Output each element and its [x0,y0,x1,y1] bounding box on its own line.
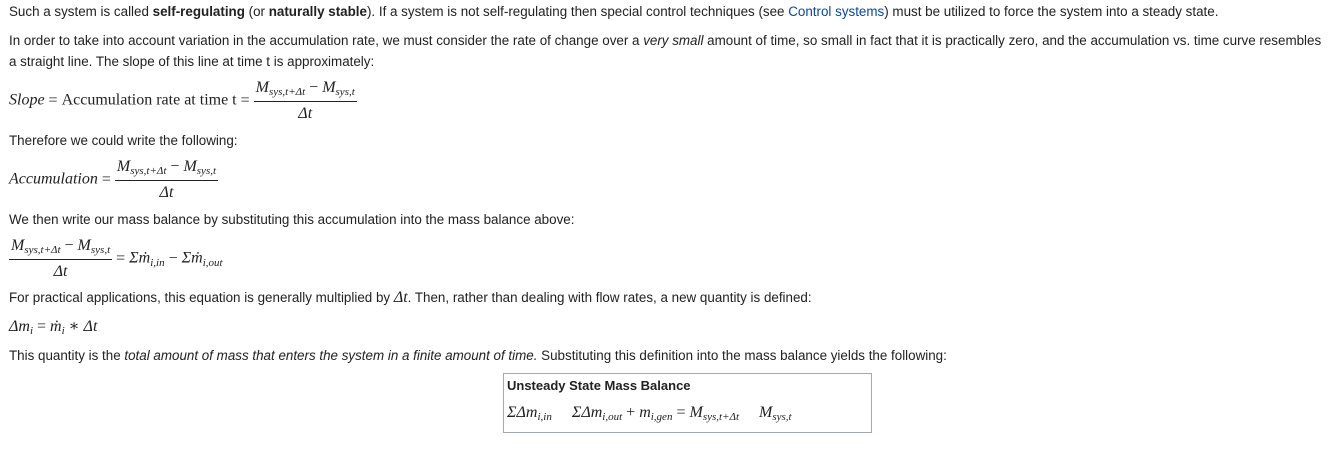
subscript: sys,t [90,244,111,256]
term-naturally-stable: naturally stable [268,4,367,19]
box-title: Unsteady State Mass Balance [507,378,691,393]
text: ). If a system is not self-regulating then special control techniques (see [366,4,789,19]
fraction-numerator [9,236,112,260]
mass-symbol: M [183,158,197,175]
subscript: i,in [537,411,552,423]
delta-t-symbol: Δt [53,263,68,280]
mass-balance-equation [9,236,223,282]
unsteady-state-equation [507,404,792,422]
fraction-denominator [115,181,218,203]
subscript: sys,t [772,411,792,423]
mass-symbol: M [255,79,269,96]
emphasis-very-small: very small [643,33,704,48]
equals-sign: = [37,318,47,335]
delta-t-symbol: Δt [159,184,174,201]
delta-m-equation [9,316,97,336]
subscript: i,gen [650,411,673,423]
accumulation-rate-text: Accumulation rate at time t [61,91,237,109]
sigma-m-dot-out: Σṁ [181,249,203,267]
equals-sign: = [101,170,111,188]
text: amount of time, so small in fact that it is practically zero, and the accumulation vs. time curve resembles a straight line. The slope of this line at time t is approximately: [9,33,1322,69]
paragraph-practical-applications [9,287,1327,308]
minus-sign: − [168,249,178,267]
subscript: sys,t+Δt [24,244,61,256]
text: ) must be utilized to force the system into a steady state. [884,4,1219,19]
text: This quantity is the [9,348,125,363]
fraction [115,157,218,203]
subscript: sys,t [335,86,355,98]
subscript: i,out [602,411,623,423]
emphasis-total-mass: total amount of mass that enters the system in a finite amount of time. [124,348,538,363]
times-sign: ∗ [68,318,80,335]
control-systems-link[interactable]: Control systems [788,4,885,19]
delta-m-symbol: Δm [9,318,30,335]
paragraph-self-regulating [9,1,1327,22]
text: (or [244,4,269,19]
fraction-numerator [254,78,357,102]
delta-t-inline [394,289,408,306]
text: For practical applications, this equation is generally multiplied by [9,290,394,305]
text: Substituting this definition into the mass balance yields the following: [537,348,947,363]
unsteady-state-mass-balance-box [503,373,872,433]
mass-symbol: M [77,237,91,254]
mass-symbol: M [322,79,336,96]
mass-symbol: M [759,404,773,421]
slope-equation [9,78,357,124]
mass-symbol: M [116,158,131,175]
subscript: sys,t+Δt [130,165,167,177]
m-symbol: m [639,404,651,421]
delta-t-symbol: Δt [298,105,313,122]
accumulation-equation [9,157,218,203]
mass-symbol: M [11,237,25,254]
subscript: i [29,325,34,337]
text: Therefore we could write the following: [9,133,238,148]
equals-sign: = [676,404,686,421]
paragraph-mass-balance [9,209,1327,230]
sigma-m-dot-in: Σṁ [129,249,151,267]
minus-sign: − [64,237,74,254]
equals-sign: = [240,91,250,109]
paragraph-quantity-definition [9,345,1327,366]
plus-sign: + [626,404,636,421]
minus-sign: − [170,158,180,175]
text: In order to take into account variation in the accumulation rate, we must consider the rate of change over a [9,33,644,48]
m-dot-symbol: ṁ [50,318,62,335]
paragraph-accumulation-rate [9,30,1327,72]
text: . Then, rather than dealing with flow rates, a new quantity is defined: [407,290,812,305]
sigma-delta-m-in: ΣΔm [507,404,538,421]
text: Such a system is called [9,4,153,19]
mass-symbol: M [689,404,703,421]
fraction [9,236,112,282]
term-self-regulating: self-regulating [152,4,245,19]
subscript: sys,t [196,165,217,177]
equals-sign: = [116,249,126,267]
subscript: sys,t+Δt [702,411,739,423]
fraction-denominator [9,260,112,282]
delta-t-symbol: Δt [83,318,98,335]
text: We then write our mass balance by substituting this accumulation into the mass balance above: [9,212,575,227]
fraction [254,78,357,124]
sigma-delta-m-out: ΣΔm [571,404,603,421]
subscript: i,out [202,256,223,269]
minus-sign: − [309,79,319,96]
accumulation-symbol: Accumulation [9,170,98,188]
slope-symbol: Slope [9,91,45,109]
subscript: sys,t+Δt [268,86,306,98]
subscript: i [61,325,65,337]
paragraph-therefore [9,130,1327,151]
delta-t-symbol: Δt [393,289,408,306]
equals-sign: = [48,91,58,109]
subscript: i,in [150,256,165,269]
fraction-numerator [115,157,218,181]
fraction-denominator [254,102,357,124]
